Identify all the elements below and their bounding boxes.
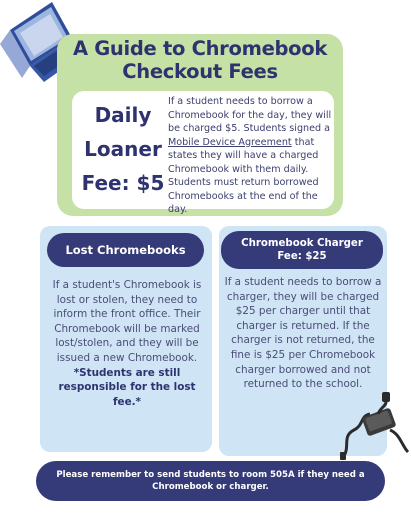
charger-fee-description: If a student needs to borrow a charger, they will be charged $25 per charger until that charger is returned. If the charger is not returned, the fine is $25 per Chromebook charger borrowed and not returned to the school. [224,276,382,391]
footer-line-1: Please remember to send students to room 505A if they need a [56,470,365,480]
daily-fee-label [76,98,170,200]
lost-fee-note: *Students are still responsible for the lost fee.* [58,366,196,408]
title-line-1: A Guide to Chromebook [72,37,328,60]
charger-title-line-2: Fee: $25 [277,251,327,262]
daily-text-part-1: If a student needs to borrow a Chromebook for the day, they will be charged $5. Students signed a [168,96,332,134]
footer-banner [36,461,385,501]
daily-fee-description [168,95,332,217]
daily-text-part-2: that states they will have a charged Chromebook with them daily. Students must return borrowed Chromebooks at the end of the day. [168,136,319,215]
title-line-2: Checkout Fees [122,60,278,83]
charger-title-line-1: Chromebook Charger [241,238,363,249]
daily-label-line-3: Fee: $5 [81,171,165,195]
page-title [57,37,343,83]
charger-icon [340,386,411,461]
footer-line-2: Chromebook or charger. [152,482,269,492]
lost-text: If a student's Chromebook is lost or stolen, they need to inform the front office. Their Chromebook will be marked lost/stolen, and they will be issued a new Chromebook. [52,279,202,364]
lost-chromebooks-title: Lost Chromebooks [47,233,204,267]
mobile-device-agreement-link[interactable]: Mobile Device Agreement [168,136,292,148]
lost-chromebooks-description [52,278,202,409]
daily-label-line-1: Daily [94,103,152,127]
daily-label-line-2: Loaner [84,137,162,161]
charger-fee-title [221,231,383,269]
